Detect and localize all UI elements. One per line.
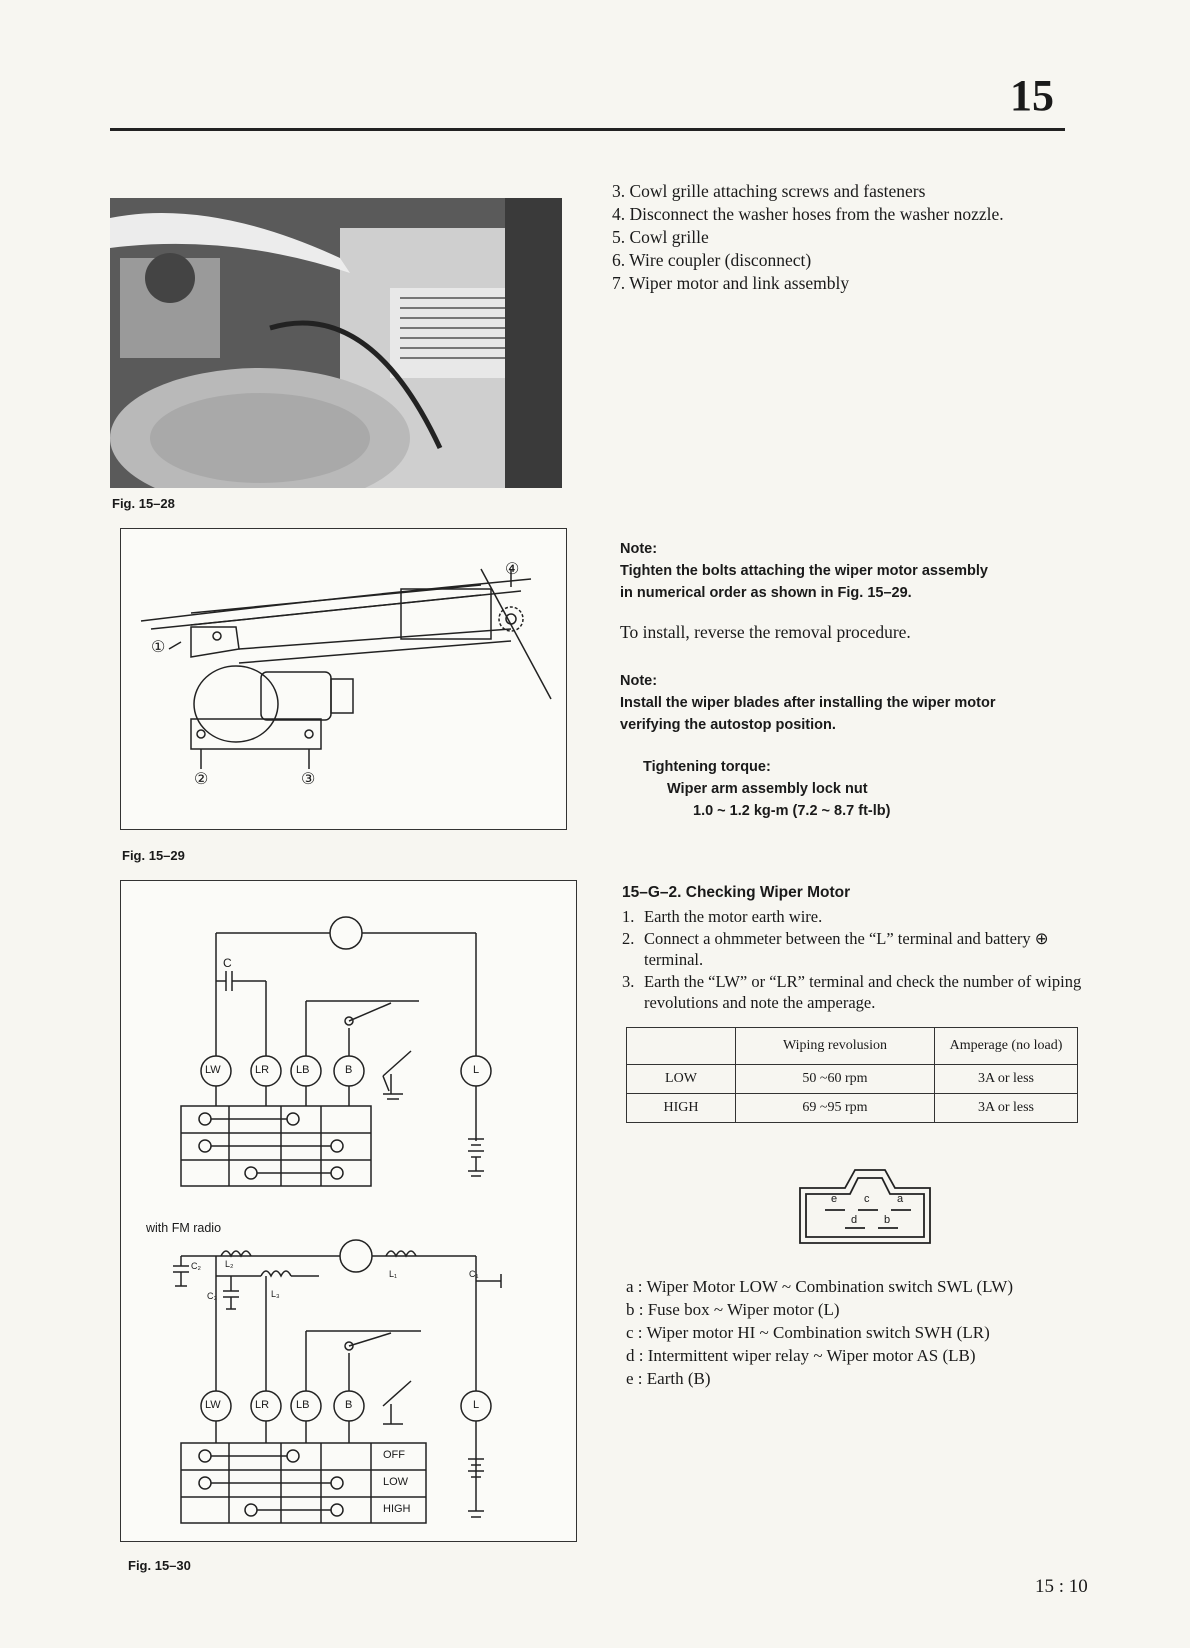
terminal-lr-upper: LR [255, 1064, 270, 1076]
terminal-lw-lower: LW [205, 1399, 221, 1411]
section-title: 15–G–2. Checking Wiper Motor [622, 884, 851, 901]
pin-e: e [831, 1193, 838, 1205]
table-cell: 69 ~95 rpm [736, 1094, 935, 1123]
table-row [627, 1065, 1078, 1094]
terminal-lw-upper: LW [205, 1064, 221, 1076]
fm-part-c3: C₃ [207, 1291, 218, 1301]
figure-caption-15-28: Fig. 15–28 [112, 496, 175, 511]
fm-part-c1: C₁ [469, 1269, 479, 1279]
terminal-l-lower: L [473, 1399, 480, 1411]
legend-item: b : Fuse box ~ Wiper motor (L) [626, 1300, 840, 1319]
torque-item: Wiper arm assembly lock nut [667, 781, 868, 797]
fm-part-l1: L₁ [389, 1269, 398, 1279]
fm-part-c2: C₂ [191, 1261, 201, 1271]
capacitor-label: C [223, 956, 232, 970]
table-cell: 50 ~60 rpm [736, 1065, 935, 1094]
pin-b: b [884, 1214, 891, 1226]
terminal-b-lower: B [345, 1399, 353, 1411]
figure-caption-15-30: Fig. 15–30 [128, 1558, 191, 1573]
table-cell: 3A or less [935, 1065, 1078, 1094]
table-header-cell: Wiping revolusion [736, 1028, 935, 1065]
checking-step: 3. Earth the “LW” or “LR” terminal and check the number of wiping revolutions and note the amperage. [622, 971, 1082, 1012]
checking-step: 1. Earth the motor earth wire. [622, 907, 823, 926]
switch-off-label: OFF [383, 1449, 405, 1461]
note1-line1: Tighten the bolts attaching the wiper motor assembly [620, 563, 988, 579]
removal-step: 4. Disconnect the washer hoses from the washer nozzle. [612, 204, 1004, 224]
connector-diagram [790, 1158, 935, 1248]
removal-step: 5. Cowl grille [612, 227, 709, 247]
terminal-lb-upper: LB [296, 1064, 310, 1076]
header-rule [110, 128, 1065, 131]
terminal-lr-lower: LR [255, 1399, 270, 1411]
legend-item: e : Earth (B) [626, 1369, 711, 1388]
note2-line1: Install the wiper blades after installing the wiper motor [620, 695, 996, 711]
table-header-cell [627, 1028, 736, 1065]
table-header-row [627, 1028, 1078, 1065]
removal-step: 3. Cowl grille attaching screws and fasteners [612, 181, 926, 201]
checking-steps [622, 906, 1082, 1014]
install-instruction: To install, reverse the removal procedure. [620, 622, 911, 642]
note1-line2: in numerical order as shown in Fig. 15–29. [620, 585, 912, 601]
checking-step: 2. Connect a ohmmeter between the “L” terminal and battery ⊕ terminal. [622, 928, 1049, 969]
switch-high-label: HIGH [383, 1503, 411, 1515]
figure-caption-15-29: Fig. 15–29 [122, 848, 185, 863]
legend-item: d : Intermittent wiper relay ~ Wiper motor AS (LB) [626, 1346, 976, 1365]
page-number: 15 : 10 [1035, 1576, 1088, 1597]
fm-part-l3: L₃ [271, 1289, 280, 1299]
table-cell: HIGH [627, 1094, 736, 1123]
table-row [627, 1094, 1078, 1123]
pin-c: c [864, 1193, 870, 1205]
removal-step: 7. Wiper motor and link assembly [612, 273, 850, 293]
note2-label: Note: [620, 673, 658, 689]
chapter-number: 15 [1010, 71, 1054, 120]
terminal-lb-lower: LB [296, 1399, 310, 1411]
terminal-l-upper: L [473, 1064, 480, 1076]
removal-steps [612, 180, 1004, 295]
table-header-cell: Amperage (no load) [935, 1028, 1078, 1065]
callout-3: ③ [301, 771, 316, 788]
engine-photo [110, 198, 562, 488]
callout-1: ① [151, 639, 166, 656]
torque-title: Tightening torque: [643, 759, 771, 775]
wiper-linkage-diagram [120, 528, 567, 830]
table-cell: LOW [627, 1065, 736, 1094]
table-cell: 3A or less [935, 1094, 1078, 1123]
callout-2: ② [194, 771, 209, 788]
wiper-spec-table [626, 1027, 1078, 1123]
note2-line2: verifying the autostop position. [620, 717, 836, 733]
wiper-circuit-diagram [120, 880, 577, 1542]
switch-low-label: LOW [383, 1476, 409, 1488]
legend-item: a : Wiper Motor LOW ~ Combination switch SWL (LW) [626, 1277, 1014, 1296]
pin-d: d [851, 1214, 858, 1226]
note1-label: Note: [620, 541, 658, 557]
fm-radio-label: with FM radio [146, 1221, 222, 1235]
connector-legend [626, 1275, 1013, 1390]
torque-value: 1.0 ~ 1.2 kg-m (7.2 ~ 8.7 ft-lb) [693, 803, 891, 819]
pin-a: a [897, 1193, 904, 1205]
fm-part-l2: L₂ [225, 1259, 234, 1269]
terminal-b-upper: B [345, 1064, 353, 1076]
legend-item: c : Wiper motor HI ~ Combination switch SWH (LR) [626, 1323, 990, 1342]
callout-4: ④ [505, 561, 520, 578]
removal-step: 6. Wire coupler (disconnect) [612, 250, 812, 270]
